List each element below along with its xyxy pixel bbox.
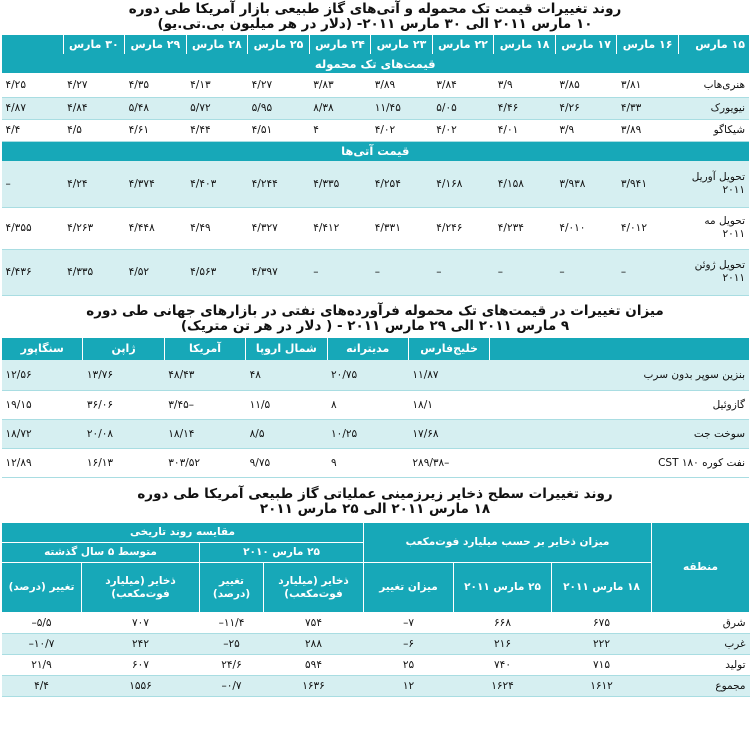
cell: ۳/۹۴۱ (617, 161, 679, 207)
cell: ۵/۰۵ (432, 97, 494, 119)
oil-title-line1: میزان تغییرات در قیمت‌های تک محموله فرآورده‌های نفتی در بازارهای جهانی طی دوره (86, 302, 664, 319)
cell: ۶۷۵ (552, 613, 652, 634)
cell: ۱۷/۶۸ (408, 420, 489, 449)
cell: ۱۹/۱۵ (2, 391, 83, 420)
row-label: تحویل مه ۲۰۱۱ (678, 207, 749, 249)
cell: ۴/۲۴۶ (432, 207, 494, 249)
column-header: آمریکا (164, 338, 245, 360)
cell: ۳/۹ (494, 73, 556, 97)
cell: ۲۴۲ (82, 634, 200, 655)
futures-row-april (2, 161, 750, 207)
date-header: ۱۶ مارس (617, 35, 679, 54)
cell: ۴/۲۶۳ (63, 207, 125, 249)
cell: ۱۲ (364, 676, 454, 697)
cell: ۴/۵۶۳ (186, 249, 248, 295)
cell: ۷۱۵ (552, 655, 652, 676)
cell: ۴/۲۵۴ (371, 161, 433, 207)
cell: ۳۶/۰۶ (83, 391, 164, 420)
row-label: مجموع (652, 676, 750, 697)
cell: ۴۸ (246, 360, 327, 391)
column-header: ژاپن (83, 338, 164, 360)
cell: ۳۰۳/۵۲ (164, 449, 245, 478)
cell: ۴/۴۳۶ (2, 249, 64, 295)
date-header: ۲۵ مارس (248, 35, 310, 54)
cell: ۱۶۳۶ (264, 676, 364, 697)
cell: ۸/۵ (246, 420, 327, 449)
col-18-header: ۱۸ مارس ۲۰۱۱ (552, 563, 652, 613)
column-header: شمال اروپا (246, 338, 327, 360)
cell: ۴/۶۱ (125, 119, 187, 141)
cell: ۴/۵۲ (125, 249, 187, 295)
col-2010-reserves-header: ذخایر (میلیارد فوت‌مکعب) (264, 563, 364, 613)
row-label: نفت کوره ۱۸۰ CST (490, 449, 749, 478)
date-header: ۲۹ مارس (125, 35, 187, 54)
date-header: ۱۵ مارس (678, 35, 749, 54)
date-header: ۲۸ مارس (186, 35, 248, 54)
spot-row-chicago (2, 119, 750, 141)
cell: ۳/۹ (555, 119, 617, 141)
cell: ۲۰/۷۵ (327, 360, 408, 391)
cell: ۴/۰۲ (432, 119, 494, 141)
cell: ۴/۳۵۵ (2, 207, 64, 249)
cell: ۶۶۸ (454, 613, 552, 634)
cell: ۲۱۶ (454, 634, 552, 655)
cell: ۱۲/۸۹ (2, 449, 83, 478)
cell: ۴/۴۴۸ (125, 207, 187, 249)
cell: ۲۵ (364, 655, 454, 676)
cell: ۴/۴۱۲ (309, 207, 371, 249)
cell: ۱۸/۱۴ (164, 420, 245, 449)
cell: ۷۵۴ (264, 613, 364, 634)
cell: ۴/۰۱۰ (555, 207, 617, 249)
oil-title-line2: ۹ مارس ۲۰۱۱ الی ۲۹ مارس ۲۰۱۱ - ( دلار در هر تن متریک) (180, 317, 570, 334)
cell: ۳/۸۱ (617, 73, 679, 97)
cell: ۴/۱۳ (186, 73, 248, 97)
row-label: سوخت جت (490, 420, 749, 449)
spot-prices-heading: قیمت‌های تک محموله (2, 54, 750, 73)
cell: ۱۸/۱ (408, 391, 489, 420)
cell: ۴/۴ (2, 676, 82, 697)
row-label: هنری‌هاب (678, 73, 749, 97)
storage-header-row1 (2, 523, 750, 543)
storage-header-row3 (2, 563, 750, 613)
cell: ۴/۳۳۵ (309, 161, 371, 207)
cell: ۹ (327, 449, 408, 478)
cell: – (432, 249, 494, 295)
storage-table (1, 522, 750, 697)
cell: ۱۶/۱۳ (83, 449, 164, 478)
cell: ۴/۲۷ (63, 73, 125, 97)
spot-row-henryhub (2, 73, 750, 97)
cell: ۴/۲۴۴ (248, 161, 310, 207)
cell: ۱۵۵۶ (82, 676, 200, 697)
cell: ۴/۴۹ (186, 207, 248, 249)
oil-row-jetfuel (2, 420, 750, 449)
cell: ۱۲/۵۶ (2, 360, 83, 391)
row-label: تحویل ژوئن ۲۰۱۱ (678, 249, 749, 295)
cell: ۴/۴ (2, 119, 64, 141)
cell: ۵/۴۸ (125, 97, 187, 119)
cell: ۲۸۹/۳۸– (408, 449, 489, 478)
cell: ۴/۸۷ (2, 97, 64, 119)
gas-date-header-row (2, 35, 750, 54)
storage-row-production (2, 655, 750, 676)
spot-row-newyork (2, 97, 750, 119)
cell: ۴/۳۳ (617, 97, 679, 119)
cell: ۳/۹۳۸ (555, 161, 617, 207)
oil-products-table (1, 338, 749, 479)
cell: ۴/۴۰۳ (186, 161, 248, 207)
cell: ۴/۸۴ (63, 97, 125, 119)
cell: ۲۸۸ (264, 634, 364, 655)
col-2010-pct-header: تغییر (درصد) (200, 563, 264, 613)
cell: ۴/۰۱ (494, 119, 556, 141)
futures-heading: قیمت آتی‌ها (2, 141, 750, 161)
cell: ۲۲۲ (552, 634, 652, 655)
region-header: منطقه (652, 523, 750, 613)
gas-prices-table (1, 35, 749, 296)
storage-title (0, 487, 750, 517)
cell: – (371, 249, 433, 295)
cell: ۷– (364, 613, 454, 634)
row-label: تولید (652, 655, 750, 676)
gas-title-line2: ۱۰ مارس ۲۰۱۱ الی ۳۰ مارس ۲۰۱۱- (دلار در هر میلیون بی.تی.یو) (157, 16, 593, 32)
cell: ۰/۷– (200, 676, 264, 697)
cell: ۱۶۱۲ (552, 676, 652, 697)
cell: ۴/۴۶ (494, 97, 556, 119)
cell: ۴/۱۶۸ (432, 161, 494, 207)
cell: ۱۱/۵ (246, 391, 327, 420)
cell: ۴/۳۵ (125, 73, 187, 97)
column-header: سنگاپور (2, 338, 83, 360)
cell: ۲۴/۶ (200, 655, 264, 676)
storage-row-west (2, 634, 750, 655)
group-5yr-header: متوسط ۵ سال گذشته (2, 543, 200, 563)
cell: ۳/۸۴ (432, 73, 494, 97)
cell: ۳/۸۵ (555, 73, 617, 97)
cell: ۴/۳۳۱ (371, 207, 433, 249)
date-header-empty (2, 35, 64, 54)
futures-row-may (2, 207, 750, 249)
cell: ۴/۵ (63, 119, 125, 141)
cell: ۸/۳۸ (309, 97, 371, 119)
row-label: گازوئیل (490, 391, 749, 420)
cell: ۴۸/۴۳ (164, 360, 245, 391)
oil-row-gasoline (2, 360, 750, 391)
cell: ۱۱/۴۵ (371, 97, 433, 119)
historical-header: مقایسه روند تاریخی (2, 523, 364, 543)
storage-title-line2: ۱۸ مارس ۲۰۱۱ الی ۲۵ مارس ۲۰۱۱ (259, 501, 491, 517)
group-2010-header: ۲۵ مارس ۲۰۱۰ (200, 543, 364, 563)
cell: ۱۱/۴– (200, 613, 264, 634)
cell: ۴/۳۹۷ (248, 249, 310, 295)
cell: ۴/۳۷۴ (125, 161, 187, 207)
cell: ۴/۲۳۴ (494, 207, 556, 249)
storage-row-total (2, 676, 750, 697)
cell: ۵/۵– (2, 613, 82, 634)
futures-band (2, 141, 750, 161)
cell: ۱۳/۷۶ (83, 360, 164, 391)
cell: ۴/۳۲۷ (248, 207, 310, 249)
cell: ۴/۲۷ (248, 73, 310, 97)
cell: ۲۱/۹ (2, 655, 82, 676)
row-label: بنزین سوپر بدون سرب (490, 360, 749, 391)
column-header: خلیج‌فارس (408, 338, 489, 360)
cell: ۴/۳۳۵ (63, 249, 125, 295)
cell: ۱۶۲۴ (454, 676, 552, 697)
cell: ۶– (364, 634, 454, 655)
cell: ۳/۴۵– (164, 391, 245, 420)
col-5yr-pct-header: تغییر (درصد) (2, 563, 82, 613)
cell: ۶۰۷ (82, 655, 200, 676)
col-change-header: میزان تغییر (364, 563, 454, 613)
oil-header-empty (490, 338, 749, 360)
cell: ۴/۰۲ (371, 119, 433, 141)
cell: ۱۰/۲۵ (327, 420, 408, 449)
cell: ۳/۸۳ (309, 73, 371, 97)
cell: – (494, 249, 556, 295)
col-5yr-reserves-header: ذخایر (میلیارد فوت‌مکعب) (82, 563, 200, 613)
col-25-header: ۲۵ مارس ۲۰۱۱ (454, 563, 552, 613)
cell: ۷۴۰ (454, 655, 552, 676)
row-label: شیکاگو (678, 119, 749, 141)
date-header: ۱۷ مارس (555, 35, 617, 54)
cell: ۴/۰۱۲ (617, 207, 679, 249)
gas-prices-title (0, 0, 750, 32)
storage-row-east (2, 613, 750, 634)
row-label: تحویل آوریل ۲۰۱۱ (678, 161, 749, 207)
spot-band (2, 54, 750, 73)
reserves-header: میزان ذخایر بر حسب میلیارد فوت‌مکعب (364, 523, 652, 563)
date-header: ۳۰ مارس (63, 35, 125, 54)
cell: ۴/۱۵۸ (494, 161, 556, 207)
cell: – (2, 161, 64, 207)
cell: – (309, 249, 371, 295)
cell: ۱۱/۸۷ (408, 360, 489, 391)
cell: – (617, 249, 679, 295)
row-label: غرب (652, 634, 750, 655)
row-label: نیویورک (678, 97, 749, 119)
cell: ۳/۸۹ (617, 119, 679, 141)
cell: ۵۹۴ (264, 655, 364, 676)
oil-header-row (2, 338, 750, 360)
cell: ۴/۵۱ (248, 119, 310, 141)
date-header: ۲۲ مارس (432, 35, 494, 54)
date-header: ۲۳ مارس (371, 35, 433, 54)
oil-row-gasoil (2, 391, 750, 420)
date-header: ۲۴ مارس (309, 35, 371, 54)
cell: ۴/۲۴ (63, 161, 125, 207)
futures-row-june (2, 249, 750, 295)
cell: ۴/۲۶ (555, 97, 617, 119)
cell: ۹/۷۵ (246, 449, 327, 478)
date-header: ۱۸ مارس (494, 35, 556, 54)
cell: ۷۰۷ (82, 613, 200, 634)
oil-row-fueloil (2, 449, 750, 478)
cell: ۴ (309, 119, 371, 141)
cell: ۱۰/۷– (2, 634, 82, 655)
cell: ۲۵– (200, 634, 264, 655)
gas-title-line1: روند تغییرات قیمت تک محموله و آتی‌های گاز طبیعی بازار آمریکا طی دوره (128, 1, 622, 17)
cell: ۳/۸۹ (371, 73, 433, 97)
oil-products-title (0, 304, 750, 334)
cell: – (555, 249, 617, 295)
storage-title-line1: روند تغییرات سطح ذخایر زیرزمینی عملیاتی گاز طبیعی آمریکا طی دوره (137, 486, 613, 502)
cell: ۲۰/۰۸ (83, 420, 164, 449)
cell: ۱۸/۷۲ (2, 420, 83, 449)
cell: ۸ (327, 391, 408, 420)
cell: ۵/۹۵ (248, 97, 310, 119)
cell: ۴/۲۵ (2, 73, 64, 97)
column-header: مدیترانه (327, 338, 408, 360)
row-label: شرق (652, 613, 750, 634)
cell: ۵/۷۲ (186, 97, 248, 119)
cell: ۴/۴۴ (186, 119, 248, 141)
